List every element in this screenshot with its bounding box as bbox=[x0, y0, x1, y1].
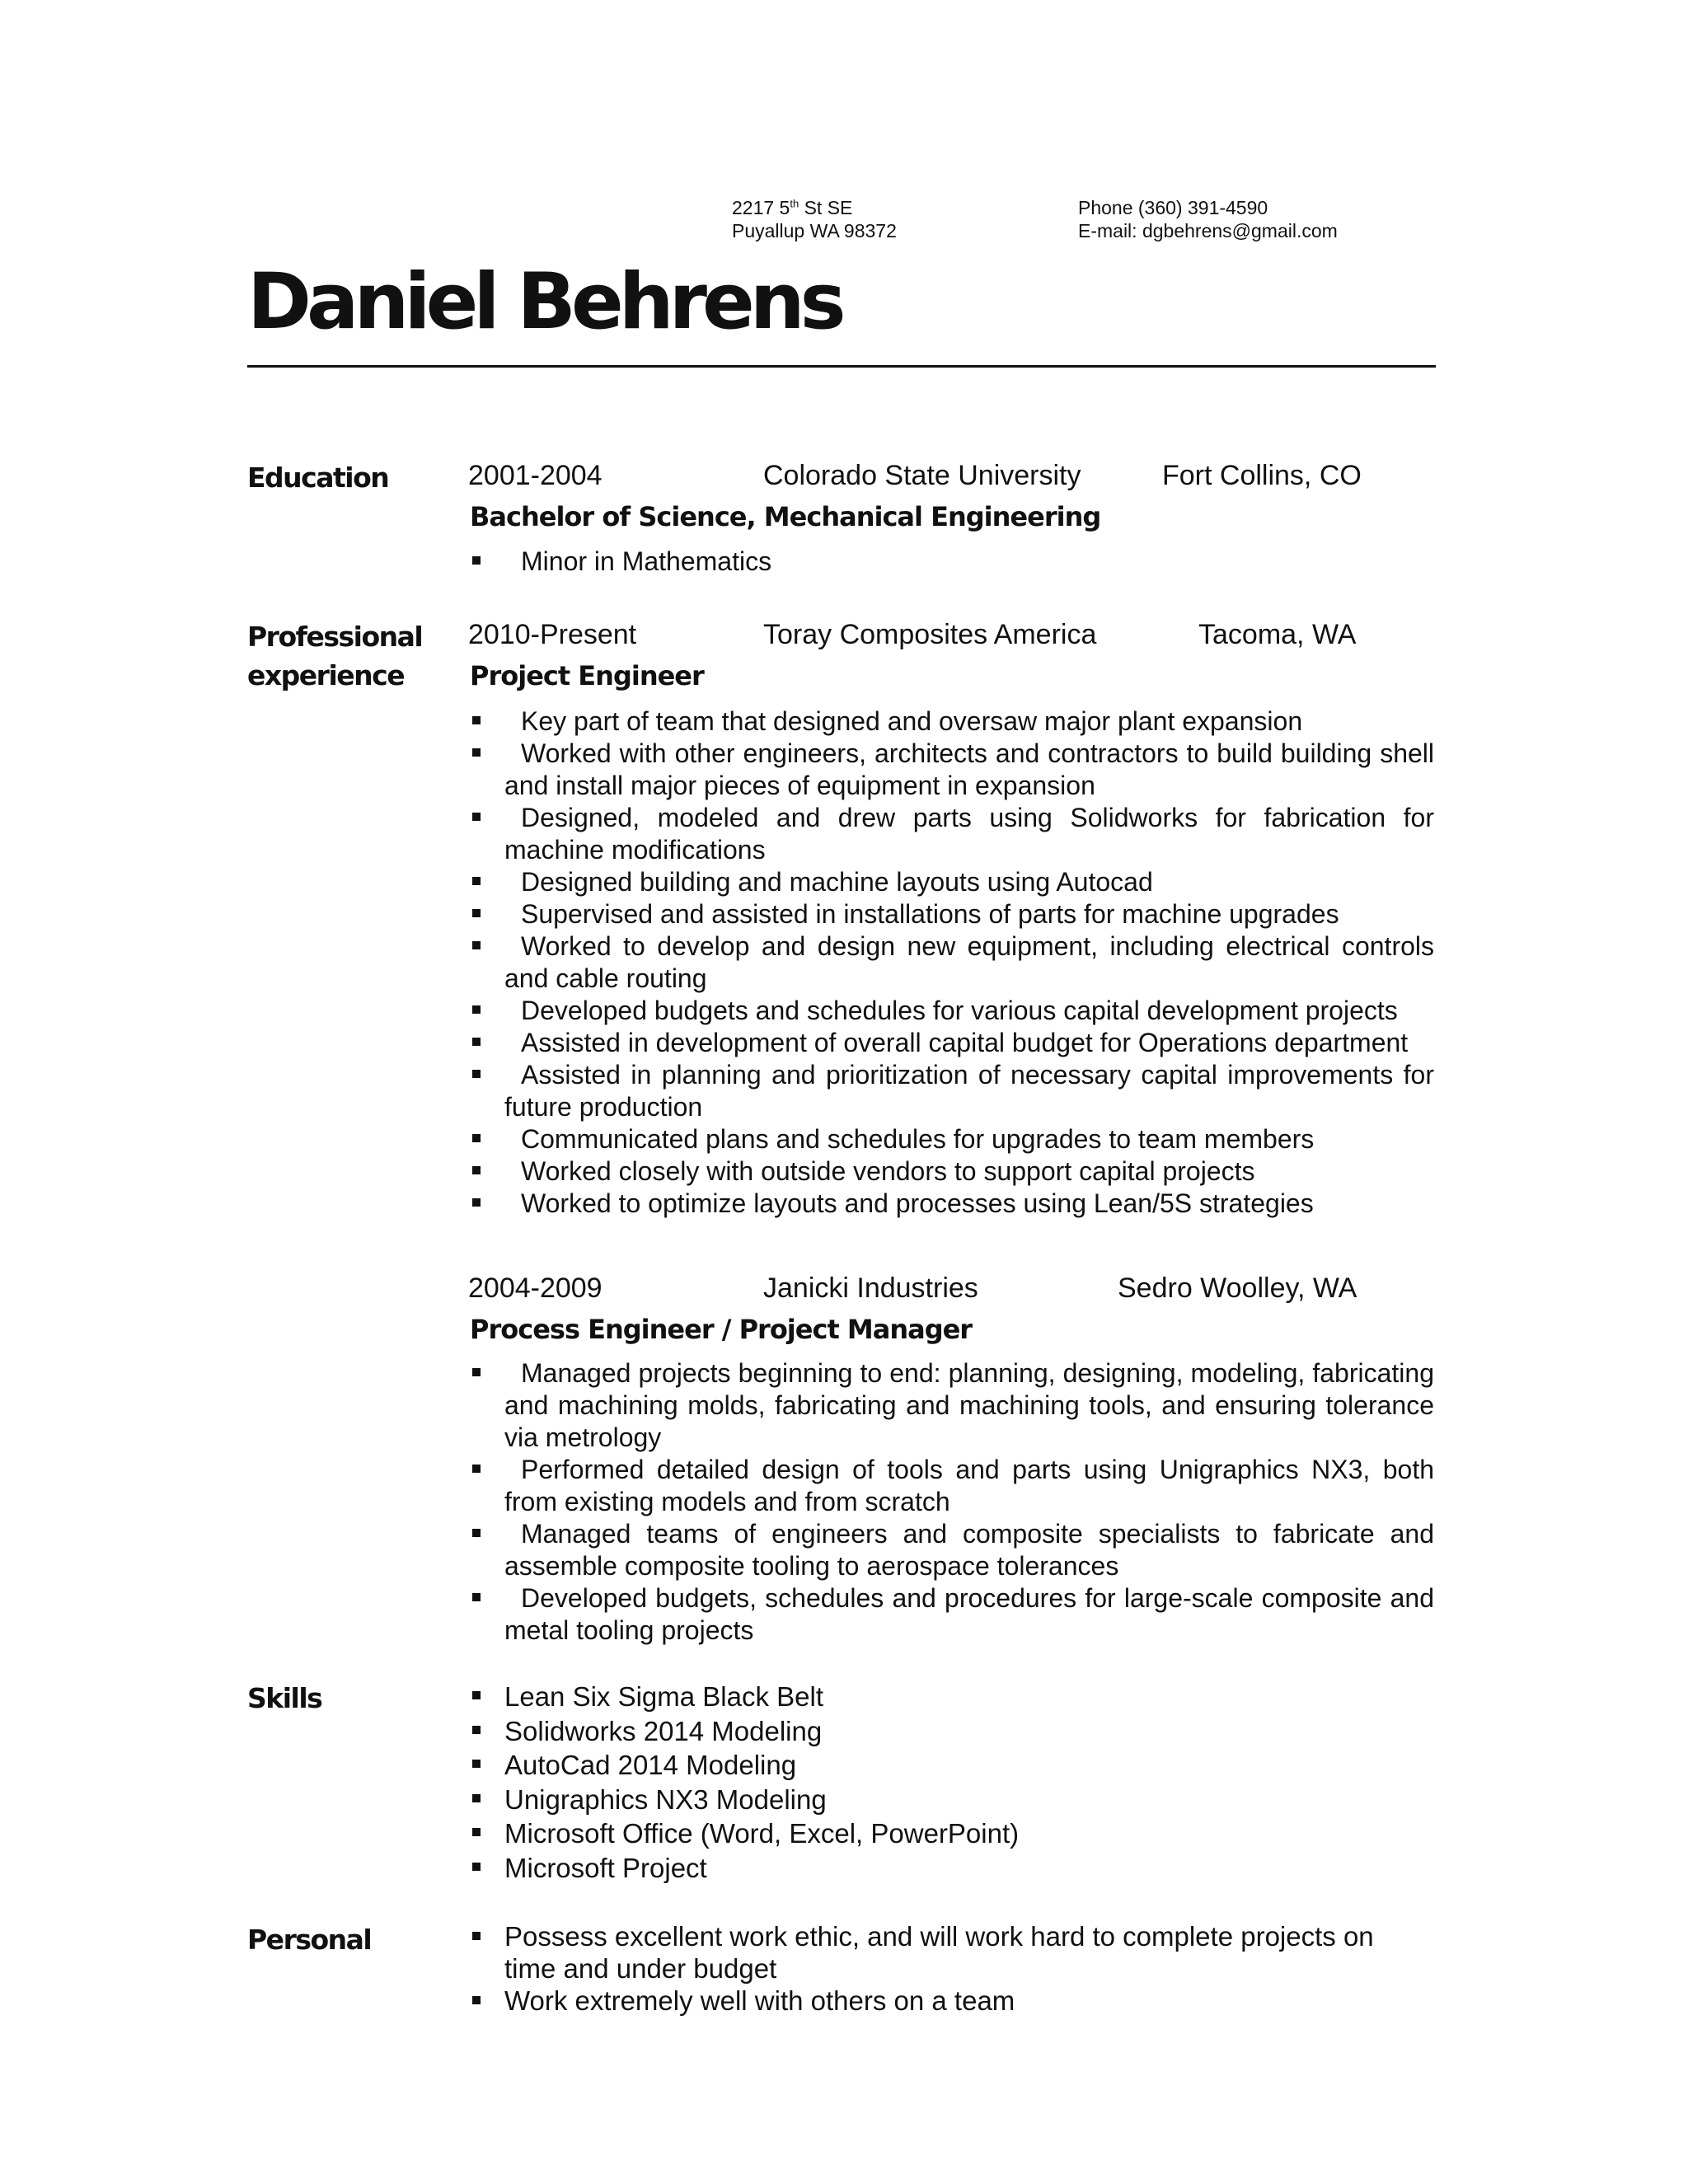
list-item: Work extremely well with others on a team bbox=[470, 1985, 1401, 2017]
job-1-company: Toray Composites America bbox=[763, 619, 1097, 650]
job-1-years: 2010-Present bbox=[468, 619, 637, 650]
job-2-location: Sedro Woolley, WA bbox=[1118, 1272, 1357, 1304]
list-item: Possess excellent work ethic, and will work hard to complete projects on time and under budget bbox=[470, 1920, 1401, 1985]
list-item: Designed, modeled and drew parts using Solidworks for fabrication for machine modifications bbox=[470, 802, 1434, 866]
personal-heading: Personal bbox=[247, 1924, 372, 1956]
email-text: E-mail: dgbehrens@gmail.com bbox=[1078, 220, 1338, 241]
list-item: AutoCad 2014 Modeling bbox=[470, 1748, 1434, 1783]
list-item: Worked to develop and design new equipment, including electrical controls and cable routing bbox=[470, 930, 1434, 995]
list-item: Worked with other engineers, architects and contractors to build building shell and install major pieces of equipment in expansion bbox=[470, 738, 1434, 802]
candidate-name: Daniel Behrens bbox=[247, 257, 842, 347]
list-item: Key part of team that designed and oversaw major plant expansion bbox=[470, 705, 1434, 738]
list-item: Solidworks 2014 Modeling bbox=[470, 1714, 1434, 1749]
job-2-company: Janicki Industries bbox=[763, 1272, 978, 1304]
list-item: Developed budgets, schedules and procedures for large-scale composite and metal tooling projects bbox=[470, 1582, 1434, 1647]
experience-heading bbox=[247, 617, 422, 695]
skills-heading: Skills bbox=[247, 1682, 322, 1714]
education-bullets bbox=[470, 546, 1434, 578]
list-item: Minor in Mathematics bbox=[470, 546, 1434, 578]
list-item: Lean Six Sigma Black Belt bbox=[470, 1680, 1434, 1714]
job-1-bullets bbox=[470, 705, 1434, 1220]
header-divider bbox=[247, 365, 1436, 368]
list-item: Developed budgets and schedules for various capital development projects bbox=[470, 995, 1434, 1027]
list-item: Designed building and machine layouts using Autocad bbox=[470, 866, 1434, 898]
education-location: Fort Collins, CO bbox=[1162, 460, 1362, 491]
education-degree: Bachelor of Science, Mechanical Engineering bbox=[470, 501, 1101, 532]
experience-heading-line-2: experience bbox=[247, 659, 405, 691]
list-item: Worked to optimize layouts and processes using Lean/5S strategies bbox=[470, 1188, 1434, 1220]
list-item: Microsoft Project bbox=[470, 1851, 1434, 1886]
address-line-1: 2217 5th St SE bbox=[732, 197, 853, 218]
address-block bbox=[732, 196, 897, 242]
personal-list bbox=[470, 1920, 1401, 2017]
list-item: Communicated plans and schedules for upgrades to team members bbox=[470, 1123, 1434, 1155]
education-school: Colorado State University bbox=[763, 460, 1081, 491]
job-2-title: Process Engineer / Project Manager bbox=[470, 1314, 973, 1345]
list-item: Managed projects beginning to end: planning, designing, modeling, fabricating and machining molds, fabricating and machining tools, and ensuring tolerance via metrology bbox=[470, 1357, 1434, 1454]
list-item: Assisted in planning and prioritization of necessary capital improvements for future production bbox=[470, 1059, 1434, 1123]
experience-heading-line-1: Professional bbox=[247, 621, 423, 653]
list-item: Microsoft Office (Word, Excel, PowerPoint) bbox=[470, 1816, 1434, 1851]
job-2-years: 2004-2009 bbox=[468, 1272, 603, 1304]
job-2-bullets bbox=[470, 1357, 1434, 1647]
list-item: Worked closely with outside vendors to support capital projects bbox=[470, 1155, 1434, 1188]
list-item: Assisted in development of overall capital budget for Operations department bbox=[470, 1027, 1434, 1059]
education-years: 2001-2004 bbox=[468, 460, 603, 491]
list-item: Unigraphics NX3 Modeling bbox=[470, 1783, 1434, 1817]
education-heading: Education bbox=[247, 462, 389, 494]
skills-list bbox=[470, 1680, 1434, 1886]
address-line-2: Puyallup WA 98372 bbox=[732, 220, 897, 241]
contact-block bbox=[1078, 196, 1338, 242]
list-item: Managed teams of engineers and composite specialists to fabricate and assemble composite tooling to aerospace tolerances bbox=[470, 1518, 1434, 1582]
list-item: Supervised and assisted in installations of parts for machine upgrades bbox=[470, 898, 1434, 930]
job-1-location: Tacoma, WA bbox=[1198, 619, 1357, 650]
list-item: Performed detailed design of tools and parts using Unigraphics NX3, both from existing models and from scratch bbox=[470, 1454, 1434, 1518]
job-1-title: Project Engineer bbox=[470, 660, 704, 691]
phone-text: Phone (360) 391-4590 bbox=[1078, 197, 1268, 218]
